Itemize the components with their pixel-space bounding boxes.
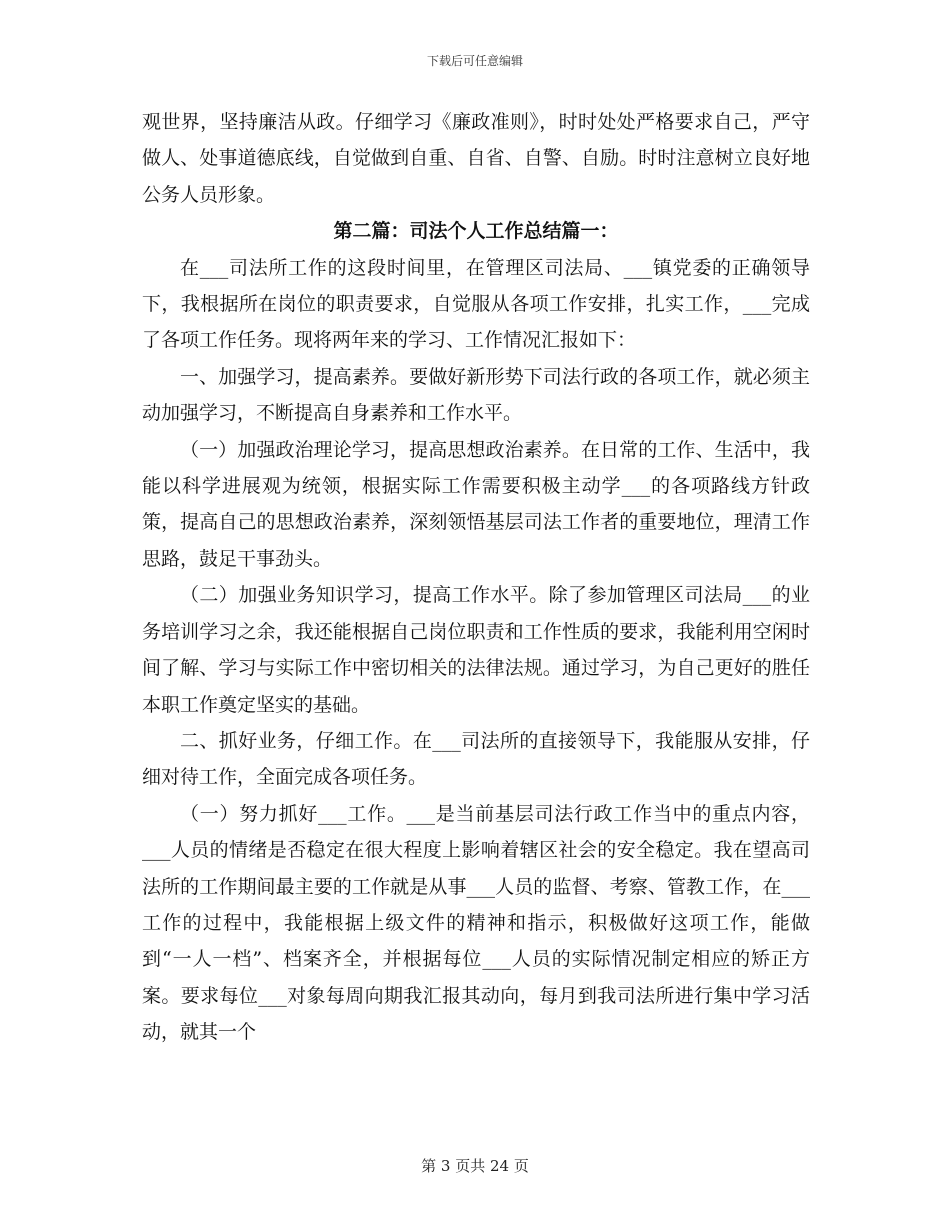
- paragraph-continuation: 观世界，坚持廉洁从政。仔细学习《廉政准则》，时时处处严格要求自己，严守做人、处事道德底线，自觉做到自重、自省、自警、自励。时时注意树立良好地公务人员形象。: [142, 111, 810, 206]
- section-title: 第二篇：司法个人工作总结篇一：: [333, 220, 619, 243]
- paragraph-section-two: 二、抓好业务，仔细工作。在___司法所的直接领导下，我能服从安排，仔细对待工作，全面完成各项任务。: [142, 729, 810, 789]
- page-header: 下载后可任意编辑: [426, 54, 523, 68]
- paragraph-intro: 在___司法所工作的这段时间里，在管理区司法局、___镇党委的正确领导下，我根据所在岗位的职责要求，自觉服从各项工作安排，扎实工作，___完成了各项工作任务。现将两年来的学习、工作情况汇报如下：: [142, 256, 810, 352]
- paragraph-political-study: （一）加强政治理论学习，提高思想政治素养。在日常的工作、生活中，我能以科学进展观为统领，根据实际工作需要积极主动学___的各项路线方针政策，提高自己的思想政治素养，深刻领悟基层司法工作者的重要地位，理清工作思路，鼓足干事劲头。: [142, 438, 810, 570]
- paragraph-section-one: 一、加强学习，提高素养。要做好新形势下司法行政的各项工作，就必须主动加强学习，不断提高自身素养和工作水平。: [142, 365, 810, 425]
- paragraph-business-study: （二）加强业务知识学习，提高工作水平。除了参加管理区司法局___的业务培训学习之余，我还能根据自己岗位职责和工作性质的要求，我能利用空闲时间了解、学习与实际工作中密切相关的法律法规。通过学习，为自己更好的胜任本职工作奠定坚实的基础。: [142, 584, 810, 716]
- paragraph-work-detail: （一）努力抓好___工作。___是当前基层司法行政工作当中的重点内容，___人员的情绪是否稳定在很大程度上影响着辖区社会的安全稳定。我在望高司法所的工作期间最主要的工作就是从事___人员的监督、考察、管教工作，在___工作的过程中，我能根据上级文件的精神和指示，积极做好这项工作，能做到“一人一档”、档案齐全，并根据每位___人员的实际情况制定相应的矫正方案。要求每位___对象每周向期我汇报其动向，每月到我司法所进行集中学习活动，就其一个: [142, 802, 810, 1044]
- page-number: 第 3 页共 24 页: [421, 1157, 529, 1175]
- document-body: [142, 104, 810, 1051]
